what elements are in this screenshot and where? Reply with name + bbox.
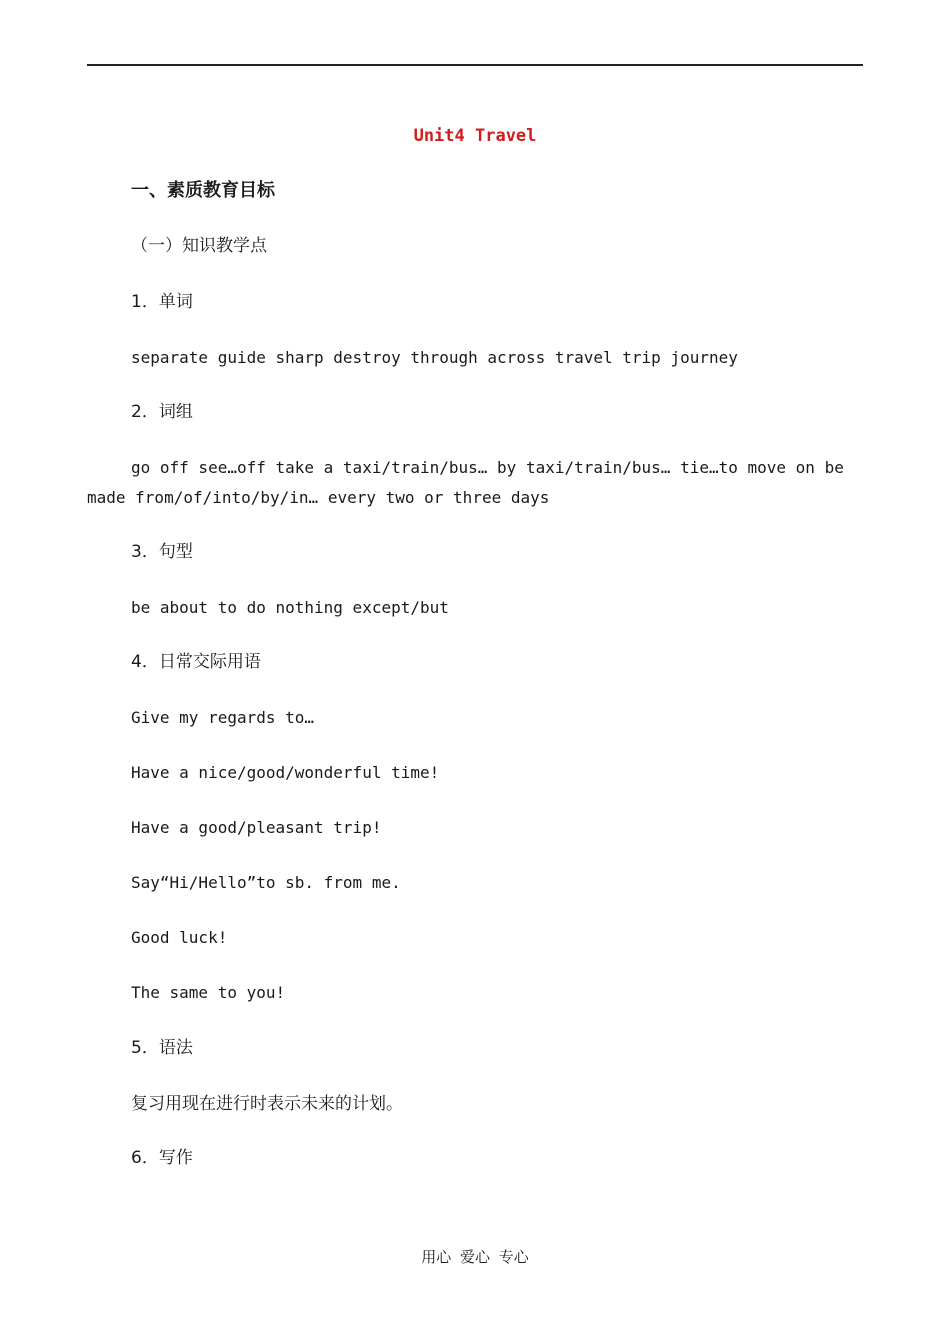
expression-item: The same to you! xyxy=(131,983,286,1002)
patterns-heading: 3．句型 xyxy=(131,542,193,562)
expression-item: Good luck! xyxy=(131,928,228,947)
expression-item: Say“Hi/Hello”to sb. from me. xyxy=(131,873,401,892)
expressions-heading: 4．日常交际用语 xyxy=(131,652,261,672)
page-title: Unit4 Travel xyxy=(413,126,537,146)
expression-item: Have a good/pleasant trip! xyxy=(131,818,382,837)
section-heading: 一、素质教育目标 xyxy=(131,180,275,201)
expression-item: Give my regards to… xyxy=(131,708,315,727)
writing-heading: 6．写作 xyxy=(131,1148,193,1168)
expression-item: Have a nice/good/wonderful time! xyxy=(131,763,440,782)
patterns-list: be about to do nothing except/but xyxy=(131,598,449,617)
grammar-heading: 5．语法 xyxy=(131,1038,193,1058)
words-list: separate guide sharp destroy through across travel trip journey xyxy=(131,348,738,367)
grammar-text: 复习用现在进行时表示未来的计划。 xyxy=(131,1094,403,1114)
page-footer: 用心 爱心 专心 xyxy=(421,1248,529,1266)
header-rule xyxy=(87,64,863,66)
phrases-heading: 2．词组 xyxy=(131,402,193,422)
phrases-list: go off see…off take a taxi/train/bus… by taxi/train/bus… tie…to move on be made from/of/into/by/in… every two or three days xyxy=(87,458,844,507)
subsection-heading: （一）知识教学点 xyxy=(131,236,267,256)
words-heading: 1．单词 xyxy=(131,292,193,312)
